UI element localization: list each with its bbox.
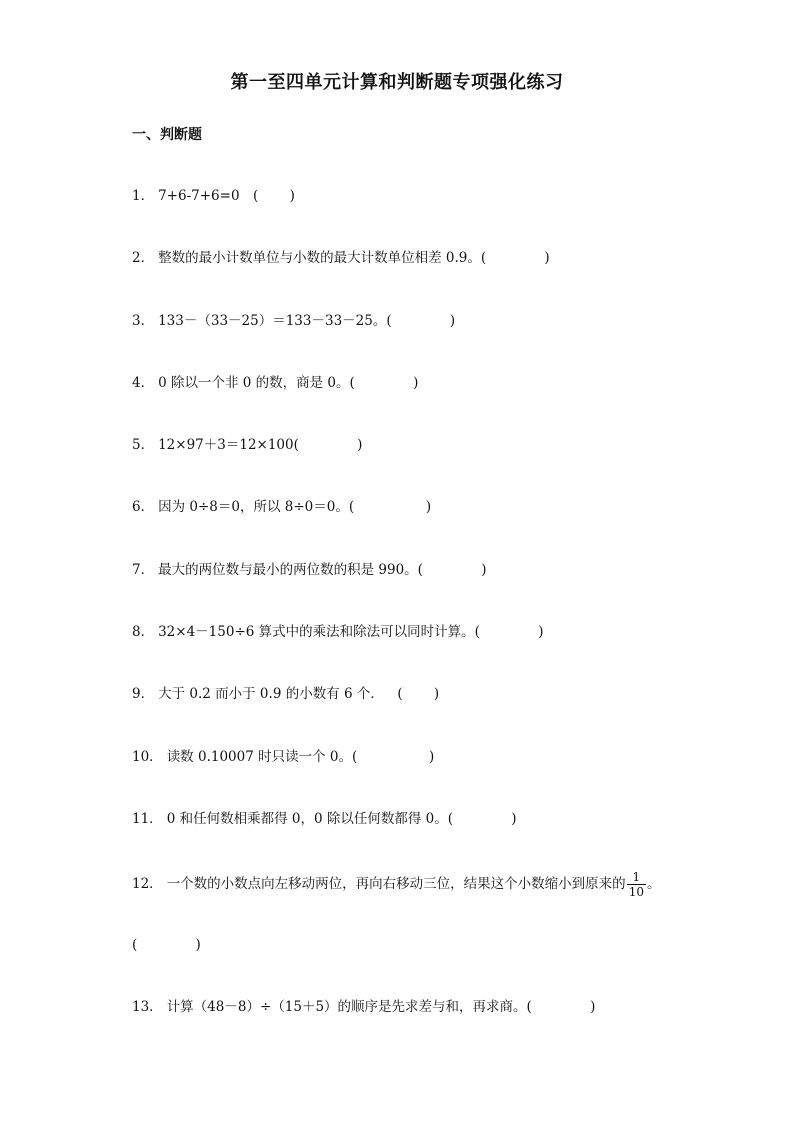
answer-blank[interactable]: ( ): [348, 499, 432, 515]
question-text: 0 和任何数相乘都得 0，0 除以任何数都得 0。: [166, 811, 448, 827]
question-text: 大于 0.2 而小于 0.9 的小数有 6 个．: [158, 686, 384, 702]
answer-blank[interactable]: ( ): [474, 624, 544, 640]
answer-blank[interactable]: ( ): [383, 686, 440, 702]
fraction-numerator: 1: [627, 870, 646, 885]
question-12: [132, 870, 660, 899]
question-number: 9．: [132, 686, 155, 702]
question-9: [132, 684, 439, 704]
question-number: 4．: [132, 375, 155, 391]
question-text: 一个数的小数点向左移动两位，再向右移动三位，结果这个小数缩小到原来的: [166, 876, 626, 892]
question-number: 7．: [132, 562, 155, 578]
answer-blank[interactable]: ( ): [526, 999, 596, 1015]
fraction-denominator: 10: [628, 885, 644, 899]
question-5: [132, 435, 362, 455]
question-number: 13．: [132, 999, 163, 1015]
question-number: 12．: [132, 876, 163, 892]
question-text: 最大的两位数与最小的两位数的积是 990。: [158, 562, 418, 578]
question-8: [132, 622, 543, 642]
question-number: 2．: [132, 250, 155, 266]
answer-blank[interactable]: ( ): [293, 437, 363, 453]
answer-blank[interactable]: ( ): [417, 562, 487, 578]
question-7: [132, 560, 486, 580]
fraction: [627, 870, 646, 899]
question-11: [132, 809, 517, 829]
question-number: 3．: [132, 313, 155, 329]
question-3: [132, 311, 455, 331]
question-text: 整数的最小计数单位与小数的最大计数单位相差 0.9。: [158, 250, 481, 266]
question-6: [132, 497, 431, 517]
question-text: 7+6-7+6=0: [158, 188, 240, 204]
page-title: 第一至四单元计算和判断题专项强化练习: [230, 72, 564, 93]
question-number: 6．: [132, 499, 155, 515]
answer-blank[interactable]: ( ): [351, 749, 435, 765]
question-4: [132, 373, 418, 393]
question-text: 0 除以一个非 0 的数，商是 0。: [158, 375, 350, 391]
question-number: 11．: [132, 811, 163, 827]
answer-blank[interactable]: ( ): [480, 250, 550, 266]
answer-blank[interactable]: ( ): [349, 375, 419, 391]
question-text: 133－（33－25）＝133－33－25。: [158, 313, 387, 329]
answer-blank[interactable]: ( ): [132, 937, 201, 953]
question-number: 1．: [132, 188, 155, 204]
question-2: [132, 248, 550, 268]
question-number: 10．: [132, 749, 163, 765]
section-heading: 一、判断题: [132, 127, 202, 143]
question-12-answer-line: [132, 935, 201, 955]
question-text: 32×4－150÷6 算式中的乘法和除法可以同时计算。: [158, 624, 475, 640]
answer-blank[interactable]: ( ): [386, 313, 456, 329]
question-text: 计算（48－8）÷（15＋5）的顺序是先求差与和，再求商。: [166, 999, 527, 1015]
question-text: 12×97＋3＝12×100: [158, 437, 294, 453]
question-tail: 。: [646, 876, 661, 892]
answer-blank[interactable]: ( ): [239, 188, 295, 204]
question-text: 读数 0.10007 时只读一个 0。: [166, 749, 352, 765]
question-1: [132, 186, 295, 206]
question-text: 因为 0÷8＝0，所以 8÷0＝0。: [158, 499, 349, 515]
question-number: 5．: [132, 437, 155, 453]
question-number: 8．: [132, 624, 155, 640]
question-13: [132, 997, 595, 1017]
answer-blank[interactable]: ( ): [447, 811, 517, 827]
question-10: [132, 747, 434, 767]
